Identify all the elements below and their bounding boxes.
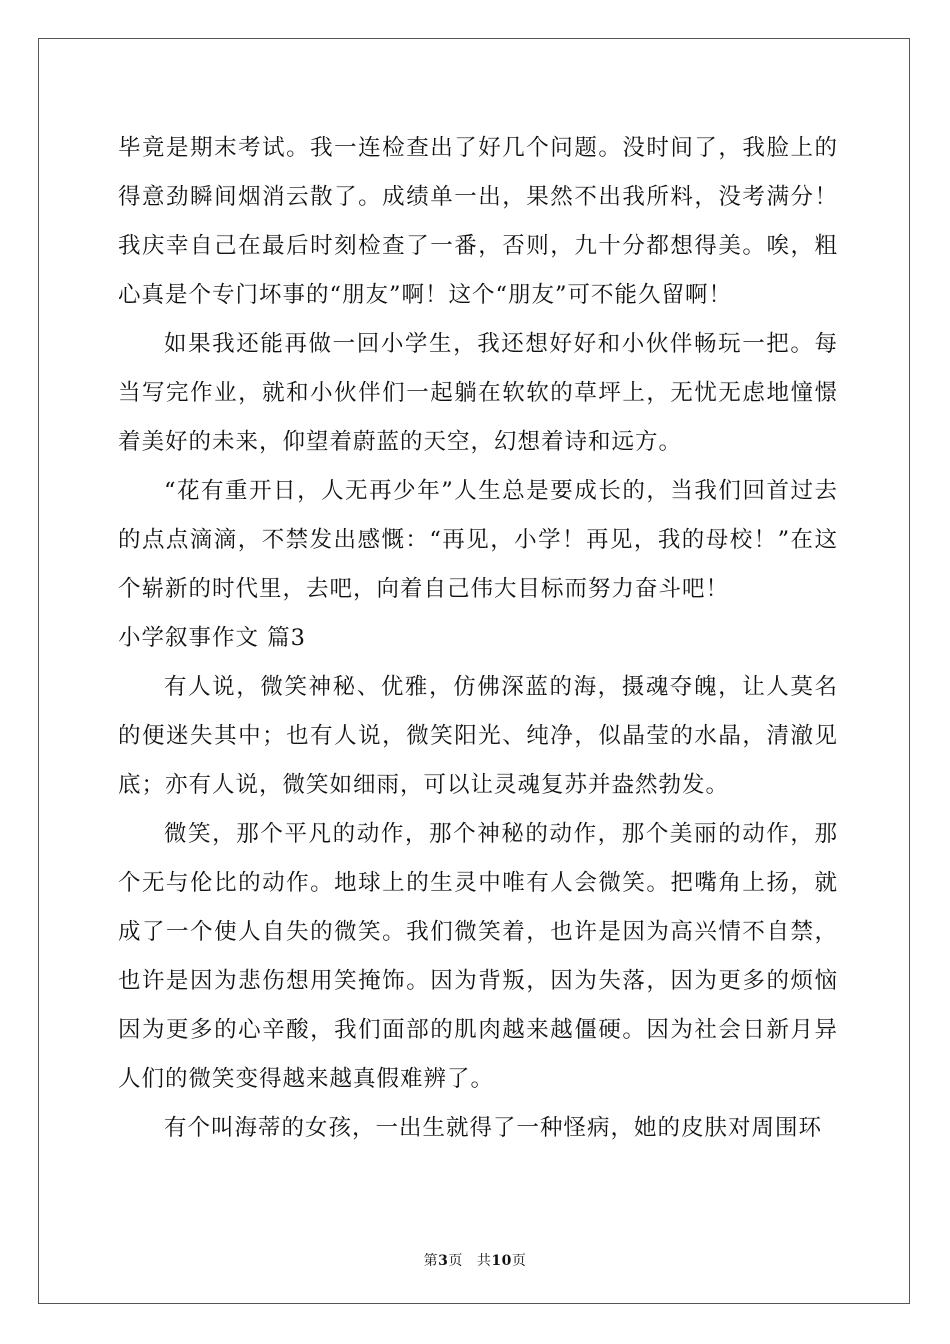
page-number: 3: [438, 1253, 449, 1269]
paragraph: 如果我还能再做一回小学生，我还想好好和小伙伴畅玩一把。每当写完作业，就和小伙伴们一起躺在软软的草坪上，无忧无虑地憧憬着美好的未来，仰望着蔚蓝的天空，幻想着诗和远方。: [118, 331, 838, 455]
page-footer: [0, 1250, 950, 1270]
page-suffix: 页: [448, 1253, 463, 1269]
paragraph: 有个叫海蒂的女孩，一出生就得了一种怪病，她的皮肤对周围环: [164, 1115, 823, 1141]
document-body: [118, 124, 838, 1153]
total-suffix: 页: [511, 1253, 527, 1269]
page-prefix: 第: [423, 1253, 439, 1269]
total-pages: 10: [491, 1253, 512, 1269]
paragraph: 毕竟是期末考试。我一连检查出了好几个问题。没时间了，我脸上的得意劲瞬间烟消云散了。成绩单一出，果然不出我所料，没考满分！我庆幸自己在最后时刻检查了一番，否则，九十分都想得美。唉，粗心真是个专门坏事的“朋友”啊！这个“朋友”可不能久留啊！: [118, 135, 838, 308]
section-heading: 小学叙事作文 篇3: [118, 625, 306, 651]
paragraph: 微笑，那个平凡的动作，那个神秘的动作，那个美丽的动作，那个无与伦比的动作。地球上的生灵中唯有人会微笑。把嘴角上扬，就成了一个使人自失的微笑。我们微笑着，也许是因为高兴情不自禁，也许是因为悲伤想用笑掩饰。因为背叛，因为失落，因为更多的烦恼因为更多的心辛酸，我们面部的肌肉越来越僵硬。因为社会日新月异人们的微笑变得越来越真假难辨了。: [118, 821, 838, 1092]
paragraph: “花有重开日，人无再少年”人生总是要成长的，当我们回首过去的点点滴滴，不禁发出感慨：“再见，小学！再见，我的母校！”在这个崭新的时代里，去吧，向着自己伟大目标而努力奋斗吧！: [118, 478, 838, 602]
paragraph: 有人说，微笑神秘、优雅，仿佛深蓝的海，摄魂夺魄，让人莫名的便迷失其中；也有人说，微笑阳光、纯净，似晶莹的水晶，清澈见底；亦有人说，微笑如细雨，可以让灵魂复苏并盎然勃发。: [118, 674, 838, 798]
total-prefix: 共: [476, 1253, 492, 1269]
